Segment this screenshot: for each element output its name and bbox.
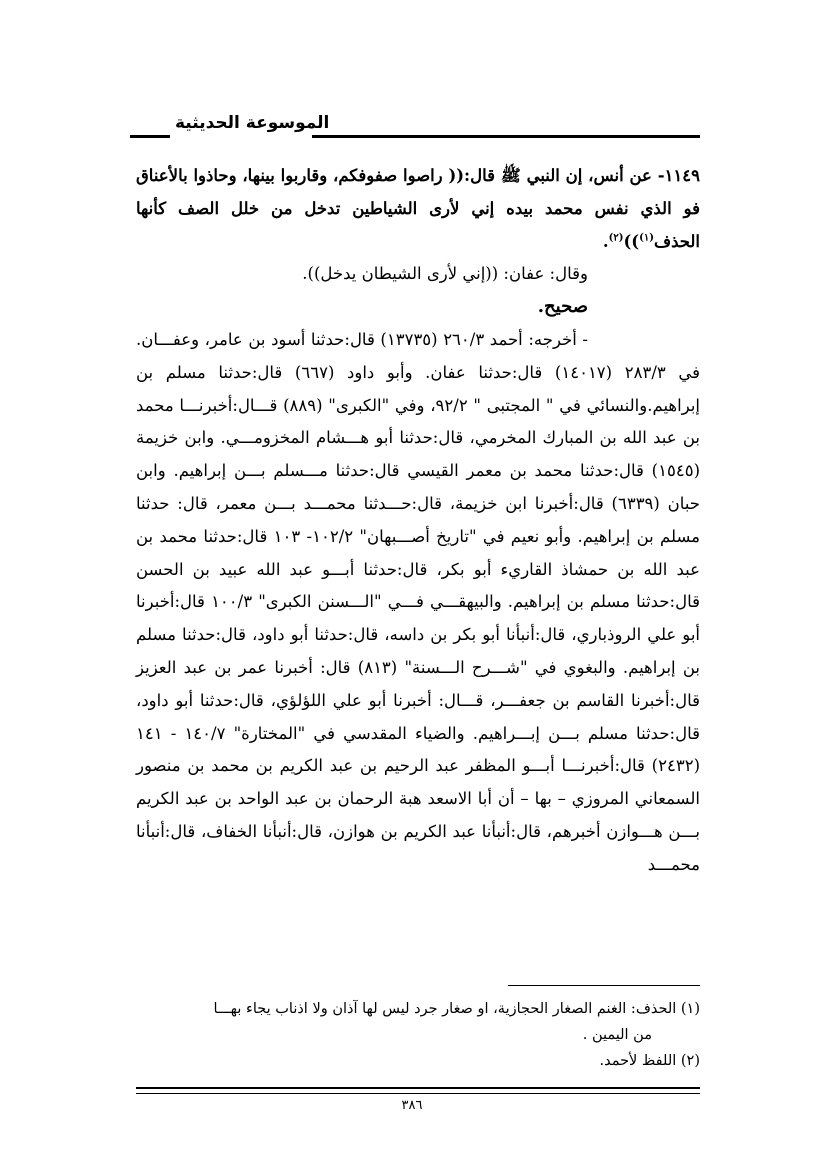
footnote-2: (٢) اللفظ لأحمد.: [599, 1053, 700, 1069]
footnote-ref-2: (٢): [608, 232, 624, 244]
hadith-close: )): [623, 231, 640, 251]
page-title: الموسوعة الحديثية: [175, 113, 330, 133]
footnotes: [136, 996, 700, 1074]
hadith-paragraph: [136, 160, 700, 258]
affan-paragraph: وقال: عفان: ((إني لأرى الشيطان يدخل)).: [302, 264, 588, 284]
footnote-1-continuation: من اليمين .: [582, 1027, 652, 1043]
hadith-text: ١١٤٩- عن أنس، إن النبي ﷺ قال:(( راصوا صفوفكم، وقاربوا بينها، وحاذوا بالأعناق فو الذي نفس محمد بيده إني لأرى الشياطين تدخل من خلل الصف كأنها الحذف: [136, 166, 700, 251]
footnote-separator: [508, 985, 700, 986]
page-number: ٣٨٦: [401, 1098, 423, 1113]
running-header: [130, 108, 700, 148]
main-text: [136, 160, 700, 882]
footnote-ref-1: (١): [639, 232, 654, 244]
header-rule-short: [130, 135, 170, 138]
footnote-1: (١) الحذف: الغنم الصغار الحجازية، او صغار جرد ليس لها آذان ولا اذناب يجاء بهـــا: [213, 1001, 700, 1017]
bottom-rule-thin: [136, 1093, 700, 1094]
hadith-end: .: [602, 231, 609, 251]
bottom-rule-thick: [136, 1087, 700, 1089]
takhrij-paragraph: - أخرجه: أحمد ٢٦٠/٣ (١٣٧٣٥) قال:حدثنا أسود بن عامر، وعفـــان. في ٢٨٣/٣ (١٤٠١٧) قال:حدثنا عفان. وأبو داود (٦٦٧) قال:حدثنا مسلم بن إبراهيم.والنسائي في " المجتبى " ٩٢/٢، وفي "الكبرى" (٨٨٩) قـــال:أخبرنـــا محمد بن عبد الله بن المبارك المخرمي، قال:حدثنا أبو هـــشام المخزومـــي. وابن خزيمة (١٥٤٥) قال:حدثنا محمد بن معمر القيسي قال:حدثنا مـــسلم بـــن إبراهيم. وابن حبان (٦٣٣٩) قال:أخبرنا ابن خزيمة، قال:حـــدثنا محمـــد بـــن معمر، قال: حدثنا مسلم بن إبراهيم. وأبو نعيم في "تاريخ أصـــبهان" ١٠٢/٢- ١٠٣ قال:حدثنا محمد بن عبد الله بن حمشاذ القاريء أبو بكر، قال:حدثنا أبـــو عبد الله عبيد بن الحسن قال:حدثنا مسلم بن إبراهيم. والبيهقـــي فـــي "الـــسنن الكبرى" ١٠٠/٣ قال:أخبرنا أبو علي الروذباري، قال:أنبأنا أبو بكر بن داسه، قال:حدثنا أبو داود، قال:حدثنا مسلم بن إبراهيم. والبغوي في "شـــرح الـــسنة" (٨١٣) قال: أخبرنا عمر بن عبد العزيز قال:أخبرنا القاسم بن جعفـــر، قـــال: أخبرنا أبو علي اللؤلؤي، قال:حدثنا أبو داود، قال:حدثنا مسلم بـــن إبـــراهيم. والضياء المقدسي في "المختارة" ١٤٠/٧ - ١٤١ (٢٤٣٢) قال:أخبرنـــا أبـــو المظفر عبد الرحيم بن عبد الكريم بن محمد بن منصور السمعاني المروزي – بها – أن أبا الاسعد هبة الرحمان بن عبد الواحد بن عبد الكريم بـــن هـــوازن أخبرهم، قال:أنبأنا عبد الكريم بن هوازن، قال:أنبأنا الخفاف، قال:أنبأنا محمـــد: [136, 329, 701, 874]
grade-label: صحيح.: [537, 296, 588, 318]
header-rule-long: [312, 135, 700, 138]
